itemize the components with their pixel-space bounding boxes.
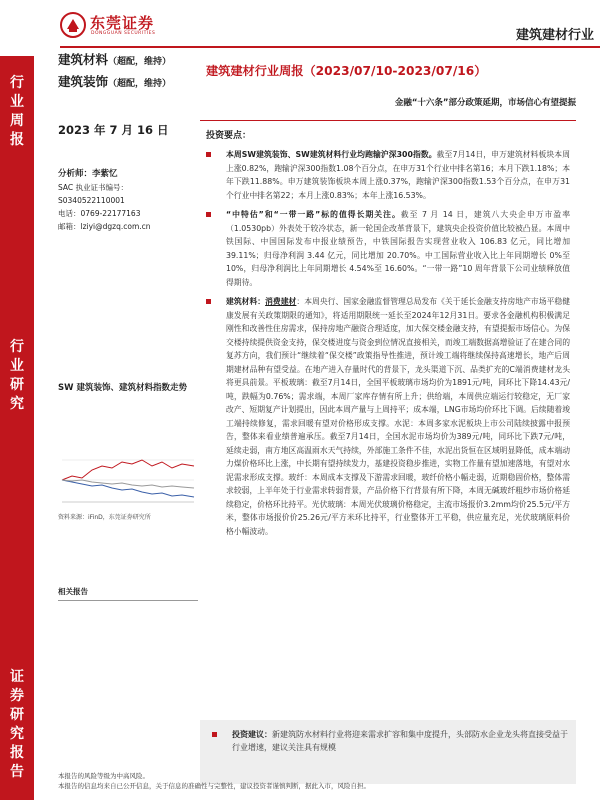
- side-label-char: 业: [10, 358, 24, 374]
- summary-paragraph-performance: 本周SW建筑装饰、SW建筑材料行业均跑输沪深300指数。截至7月14日，申万建筑材料板块本周上涨0.82%，跑输沪深300指数1.08个百分点，在申万31个行业中排名第16；本月下跌1.18%；本年下跌11.88%。申万建筑装饰板块本周上涨0.37%，跑输沪深300指数1.53个百分点，在申万31个行业中排名第22；本月上涨0.83%；本年上涨16.53%。: [200, 148, 576, 202]
- analyst-info: [58, 168, 198, 233]
- side-label-char: 研: [10, 707, 24, 723]
- logo-emblem-icon: [60, 12, 86, 38]
- report-subtitle: 金融“十六条”部分政策延期，市场信心有望提振: [394, 98, 576, 108]
- investment-advice-box: 投资建议：新建筑防水材料行业将迎来需求扩容和集中度提升，头部防水企业龙头将直接受益于行业增速，建议关注具有规模: [200, 720, 576, 784]
- page-footer: [58, 771, 578, 791]
- analyst-license-number: S0340522110001: [58, 196, 125, 205]
- side-label-securities-report: [0, 668, 34, 782]
- bullet-icon: [212, 732, 217, 737]
- side-label-char: 研: [10, 377, 24, 393]
- side-label-char: 券: [10, 688, 24, 704]
- disclaimer-note: 本报告的信息均来自已公开信息，关于信息的准确性与完整性，建议投资者谨慎判断，据此入市，风险自担。: [58, 782, 370, 790]
- related-reports-divider: [58, 600, 198, 601]
- bullet-icon: [206, 152, 211, 157]
- related-reports-heading: 相关报告: [58, 587, 88, 596]
- summary-paragraph-soe: “中特估”和“一带一路”标的值得长期关注。截至 7 月 14 日，建筑八大央企申万市盈率（1.0530pb）外表处于较冷状态，新一轮国企改革背景下，建筑央企投资价值比较被凸显。本周中铁国际、中国国际发布中报业绩预告，中铁国际报告实现营业收入 106.83 亿元，同比增加 39.11%；归母净利润 3.44 亿元，同比增加 20.70%。中工国际营业收入比上年同期增长 0%至 10%，归母净利润比上年同期增长 4.54%至 16.60%。“一带一路”10 周年背景下公司业绩释放值得期待。: [200, 208, 576, 289]
- analyst-name: 分析师：李紫忆: [58, 169, 118, 179]
- bullet-icon: [206, 299, 211, 304]
- index-trend-chart: [58, 382, 198, 554]
- summary-paragraph-materials: 建筑材料：消费建材：本周央行、国家金融监督管理总局发布《关于延长金融支持房地产市场平稳健康发展有关政策期限的通知》，将适用期限统一延长至2024年12月31日。要求各金融机构积极满足刚性和改善性住房需求，保持房地产融资合理适度，加大保交楼金融支持，有望提振市场信心。为保交楼持续提供资金支持，保交楼进度与资金到位情况直接相关，而竣工端数据高增验证了在建合同的复苏方向，我们预计“继续着“保交楼”政策指导性推进，预计竣工端将继续保持高速增长，地产后周期建材品种有望受益。在地产进入存量时代的背景下，龙头渠道下沉、品类扩充的C端消费建材龙头将更具前景。平板玻璃：截至7月14日，全国平板玻璃市场均价为1891元/吨，同环比下降14.43元/吨，跌幅为0.76%；需求端，本周厂家库存情有所上升；供给端，本周供应端运行较稳定，无厂家改产、短期复产计划提出，因此本周产量与上周持平；成本端，LNG市场均价环比下调。后续随着竣工端持续修复，需求回暖有望对价格形成支撑。水泥：本周多家水泥板块上市公司陆续披露中报预告，整体来看业绩普遍承压。截至7月14日，全国水泥市场均价为389元/吨，同环比下跌7元/吨，延续走弱，南方地区高温雨水天气持续，外部施工条件不佳，水泥出货恒在区域明显降低，成本端动力煤价格环比上涨，中长期有望持续发力，基建投资稳步推进，实物工作量有望加速落地，有望对水泥需求形成支撑。玻纤：本周成本支撑及下游需求回暖，玻纤价格小幅走弱，近期稳固价格，整体需求较弱，上半年处于行业需求转弱背景，产品价格下行背景有所下降，本周无碱玻纤粗纱市场价格延续稳定，价格环比持平。光伏玻璃：本周光伏玻璃价格稳定，主流市场报价3.2mm均价25.5元/平方米，整体市场报价价25.26元/平方米环比持平，行业整体开工平稳，供应量充足，光伏玻璃原料价格小幅波动。: [200, 295, 576, 538]
- side-label-char: 报: [10, 132, 24, 148]
- report-date: 2023 年 7 月 16 日: [58, 123, 169, 137]
- logo-text: 东莞证券: [90, 14, 155, 32]
- side-label-char: 周: [10, 113, 24, 129]
- bullet-icon: [206, 212, 211, 217]
- side-label-char: 行: [10, 339, 24, 355]
- analyst-phone: 电话：0769-22177163: [58, 209, 141, 218]
- report-title: 建筑建材行业周报（2023/07/10-2023/07/16）: [206, 64, 487, 78]
- rating-building-decoration: 建筑装饰（超配，维持）: [58, 74, 172, 89]
- title-divider: [200, 120, 576, 121]
- side-label-char: 报: [10, 745, 24, 761]
- side-label-industry-research: [0, 338, 34, 414]
- summary-heading: 投资要点：: [206, 131, 252, 141]
- ratings-block: [58, 50, 208, 94]
- chart-plot: [58, 440, 198, 508]
- side-label-char: 业: [10, 94, 24, 110]
- header-category: 建筑建材行业: [515, 28, 594, 43]
- page-header: [60, 0, 600, 48]
- summary-body: [200, 148, 576, 544]
- side-label-char: 行: [10, 75, 24, 91]
- side-label-char: 究: [10, 396, 24, 412]
- logo-subtitle: DONGGUAN SECURITIES: [91, 31, 156, 36]
- side-label-weekly: [0, 74, 34, 150]
- rating-building-materials: 建筑材料（超配，维持）: [58, 52, 172, 67]
- company-logo: [60, 10, 210, 44]
- chart-title: SW 建筑装饰、建筑材料指数走势: [58, 383, 187, 393]
- risk-level-note: 本报告的风险等级为中高风险。: [58, 772, 149, 780]
- side-label-char: 究: [10, 726, 24, 742]
- side-label-char: 告: [10, 764, 24, 780]
- side-band: [0, 56, 34, 800]
- analyst-email[interactable]: 邮箱：lziyi@dgzq.com.cn: [58, 222, 151, 231]
- chart-source: 资料来源：iFinD，东莞证券研究所: [58, 514, 151, 521]
- side-label-char: 证: [10, 669, 24, 685]
- series-line-decoration: [62, 460, 194, 480]
- analyst-license-label: SAC 执业证书编号：: [58, 183, 129, 192]
- series-line-materials: [62, 480, 194, 497]
